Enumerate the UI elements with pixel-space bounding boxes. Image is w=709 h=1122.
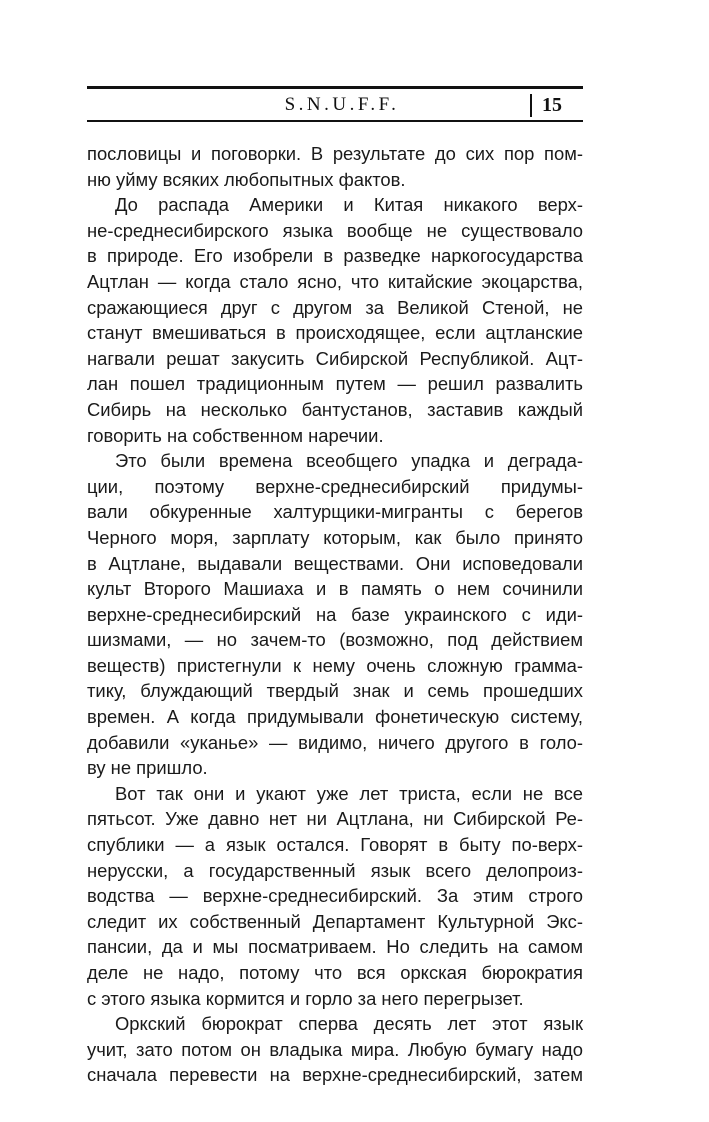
text-line: ву не пришло.	[87, 757, 208, 779]
text-line: в Ацтлане, выдавали веществами. Они исповедовали	[87, 552, 583, 574]
text-line: шизмами, — но зачем-то (возможно, под действием	[87, 629, 583, 651]
text-line: деле не надо, потому что вся оркская бюрократия	[87, 962, 583, 983]
text-line: нагвали решат закусить Сибирской Республикой. Ацт-	[87, 347, 583, 369]
text-line: пансии, да и мы посматриваем. Но следить на самом	[87, 936, 583, 958]
body-text	[87, 141, 583, 1088]
running-title: S.N.U.F.F.	[284, 94, 400, 115]
text-line: нерусски, а государственный язык всего делопроиз-	[87, 859, 583, 881]
text-line: Сибирь на несколько бантустанов, заставив каждый	[87, 398, 583, 420]
text-line: Вот так они и укают уже лет триста, если не все	[115, 782, 583, 804]
header-divider	[530, 94, 532, 117]
text-line: Ацтлан — когда стало ясно, что китайские экоцарства,	[87, 270, 583, 292]
text-line: не-среднесибирского языка вообще не существовало	[87, 219, 583, 241]
text-line: Оркский бюрократ сперва десять лет этот язык	[115, 1013, 583, 1035]
text-line: культ Второго Машиаха и в память о нем сочинили	[87, 578, 583, 600]
text-line: верхне-среднесибирский на базе украинского с иди-	[87, 603, 583, 625]
text-line: До распада Америки и Китая никакого верх-	[115, 194, 583, 216]
text-line: ню уйму всяких любопытных фактов.	[87, 168, 406, 190]
text-line: говорить на собственном наречии.	[87, 424, 384, 446]
text-line: с этого языка кормится и горло за него перегрызет.	[87, 987, 524, 1009]
text-line: времен. А когда придумывали фонетическую систему,	[87, 706, 583, 728]
text-line: водства — верхне-среднесибирский. За этим строго	[87, 885, 583, 907]
text-line: Черного моря, зарплату которым, как было принято	[87, 526, 583, 548]
text-line: лан пошел традиционным путем — решил развалить	[87, 373, 583, 395]
text-line: Это были времена всеобщего упадка и деграда-	[115, 450, 583, 472]
text-line: учит, зато потом он владыка мира. Любую бумагу надо	[87, 1038, 583, 1060]
text-line: веществ) пристегнули к нему очень сложную грамма-	[87, 654, 583, 676]
page-number: 15	[542, 94, 562, 116]
text-line: тику, блуждающий твердый знак и семь прошедших	[87, 680, 583, 702]
text-line: сражающиеся друг с другом за Великой Стеной, не	[87, 296, 583, 318]
text-line: сначала перевести на верхне-среднесибирский, затем	[87, 1064, 583, 1086]
text-line: спублики — а язык остался. Говорят в быту по-верх-	[87, 834, 583, 856]
text-line: вали обкуренные халтурщики-мигранты с берегов	[87, 501, 583, 523]
text-line: станут вмешиваться в происходящее, если ацтланские	[87, 322, 583, 344]
text-line: добавили «уканье» — видимо, ничего другого в голо-	[87, 731, 583, 753]
text-line: ции, поэтому верхне-среднесибирский придумы-	[87, 475, 583, 497]
text-line: пословицы и поговорки. В результате до сих пор пом-	[87, 143, 583, 164]
text-line: следит их собственный Департамент Культурной Экс-	[87, 910, 583, 932]
text-line: в природе. Его изобрели в разведке наркогосударства	[87, 245, 583, 267]
running-header	[87, 86, 583, 122]
text-line: пятьсот. Уже давно нет ни Ацтлана, ни Сибирской Ре-	[87, 808, 583, 830]
